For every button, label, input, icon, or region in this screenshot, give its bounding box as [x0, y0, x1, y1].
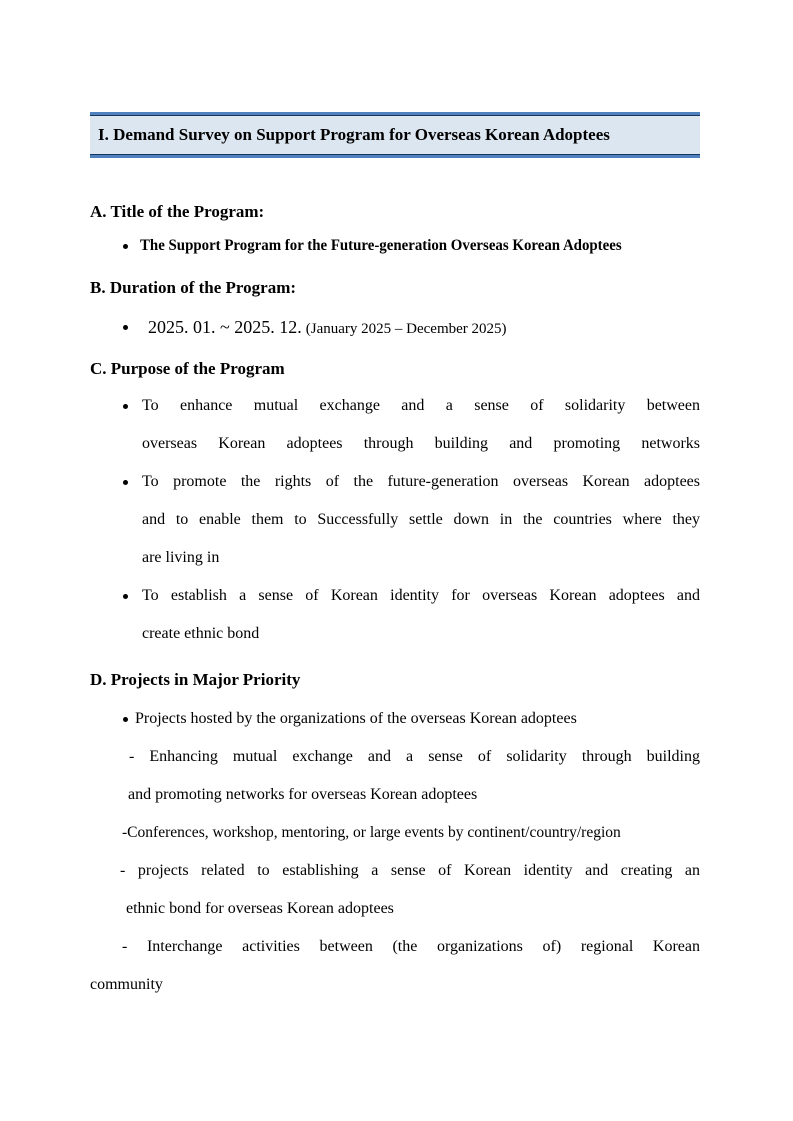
- purpose-text: are living in: [142, 549, 220, 566]
- projects-bullet: [90, 700, 700, 738]
- bullet-a-text: The Support Program for the Future-generation Overseas Korean Adoptees: [140, 237, 622, 254]
- bullet-icon: [123, 325, 128, 330]
- purpose-text: create ethnic bond: [142, 625, 260, 642]
- bullet-icon: [123, 404, 128, 409]
- purpose-bullet-2-line-1: [90, 463, 700, 501]
- projects-text: -Conferences, workshop, mentoring, or large events by continent/country/region: [122, 824, 621, 841]
- heading-b: B. Duration of the Program:: [90, 278, 297, 297]
- purpose-text: overseas Korean adoptees through building and promoting networks: [142, 435, 700, 452]
- heading-c: C. Purpose of the Program: [90, 359, 285, 378]
- purpose-bullet-1-line-2: [90, 425, 700, 463]
- purpose-text: To promote the rights of the future-generation overseas Korean adoptees: [142, 473, 700, 490]
- section-title-banner: [90, 112, 700, 158]
- section-title-text: I. Demand Survey on Support Program for Overseas Korean Adoptees: [98, 125, 610, 144]
- bullet-icon: [123, 594, 128, 599]
- projects-dash-2: [90, 814, 700, 852]
- purpose-text: To enhance mutual exchange and a sense of solidarity between: [142, 397, 700, 414]
- purpose-bullet-1-line-1: [90, 387, 700, 425]
- bullet-item-a: [90, 227, 700, 265]
- bullet-icon: [123, 244, 128, 249]
- projects-text: - Enhancing mutual exchange and a sense of solidarity through building: [129, 748, 700, 765]
- duration-dates: 2025. 01. ~ 2025. 12.: [148, 317, 302, 337]
- bullet-item-b: [90, 308, 700, 346]
- projects-dash-1-line-2: [90, 776, 700, 814]
- heading-a: A. Title of the Program:: [90, 202, 265, 221]
- projects-dash-3-line-2: [90, 890, 700, 928]
- purpose-bullet-3-line-2: [90, 615, 700, 653]
- purpose-text: To establish a sense of Korean identity for overseas Korean adoptees and: [142, 587, 700, 604]
- purpose-bullet-2-line-3: [90, 539, 700, 577]
- purpose-bullet-3-line-1: [90, 577, 700, 615]
- projects-dash-1-line-1: [90, 738, 700, 776]
- projects-text: - projects related to establishing a sense of Korean identity and creating an: [120, 862, 700, 879]
- bullet-icon: [123, 480, 128, 485]
- projects-dash-4-line-2: [90, 966, 700, 1004]
- projects-text: community: [90, 976, 163, 993]
- heading-d: D. Projects in Major Priority: [90, 670, 301, 689]
- bullet-icon: [123, 717, 128, 722]
- purpose-bullet-2-line-2: [90, 501, 700, 539]
- projects-text: - Interchange activities between (the organizations of) regional Korean: [122, 938, 700, 955]
- projects-dash-3-line-1: [90, 852, 700, 890]
- projects-text: Projects hosted by the organizations of the overseas Korean adoptees: [135, 710, 577, 727]
- projects-text: and promoting networks for overseas Korean adoptees: [128, 786, 478, 803]
- purpose-text: and to enable them to Successfully settle down in the countries where they: [142, 511, 700, 528]
- projects-text: ethnic bond for overseas Korean adoptees: [126, 900, 394, 917]
- duration-note: (January 2025 – December 2025): [305, 321, 507, 337]
- projects-dash-4-line-1: [90, 928, 700, 966]
